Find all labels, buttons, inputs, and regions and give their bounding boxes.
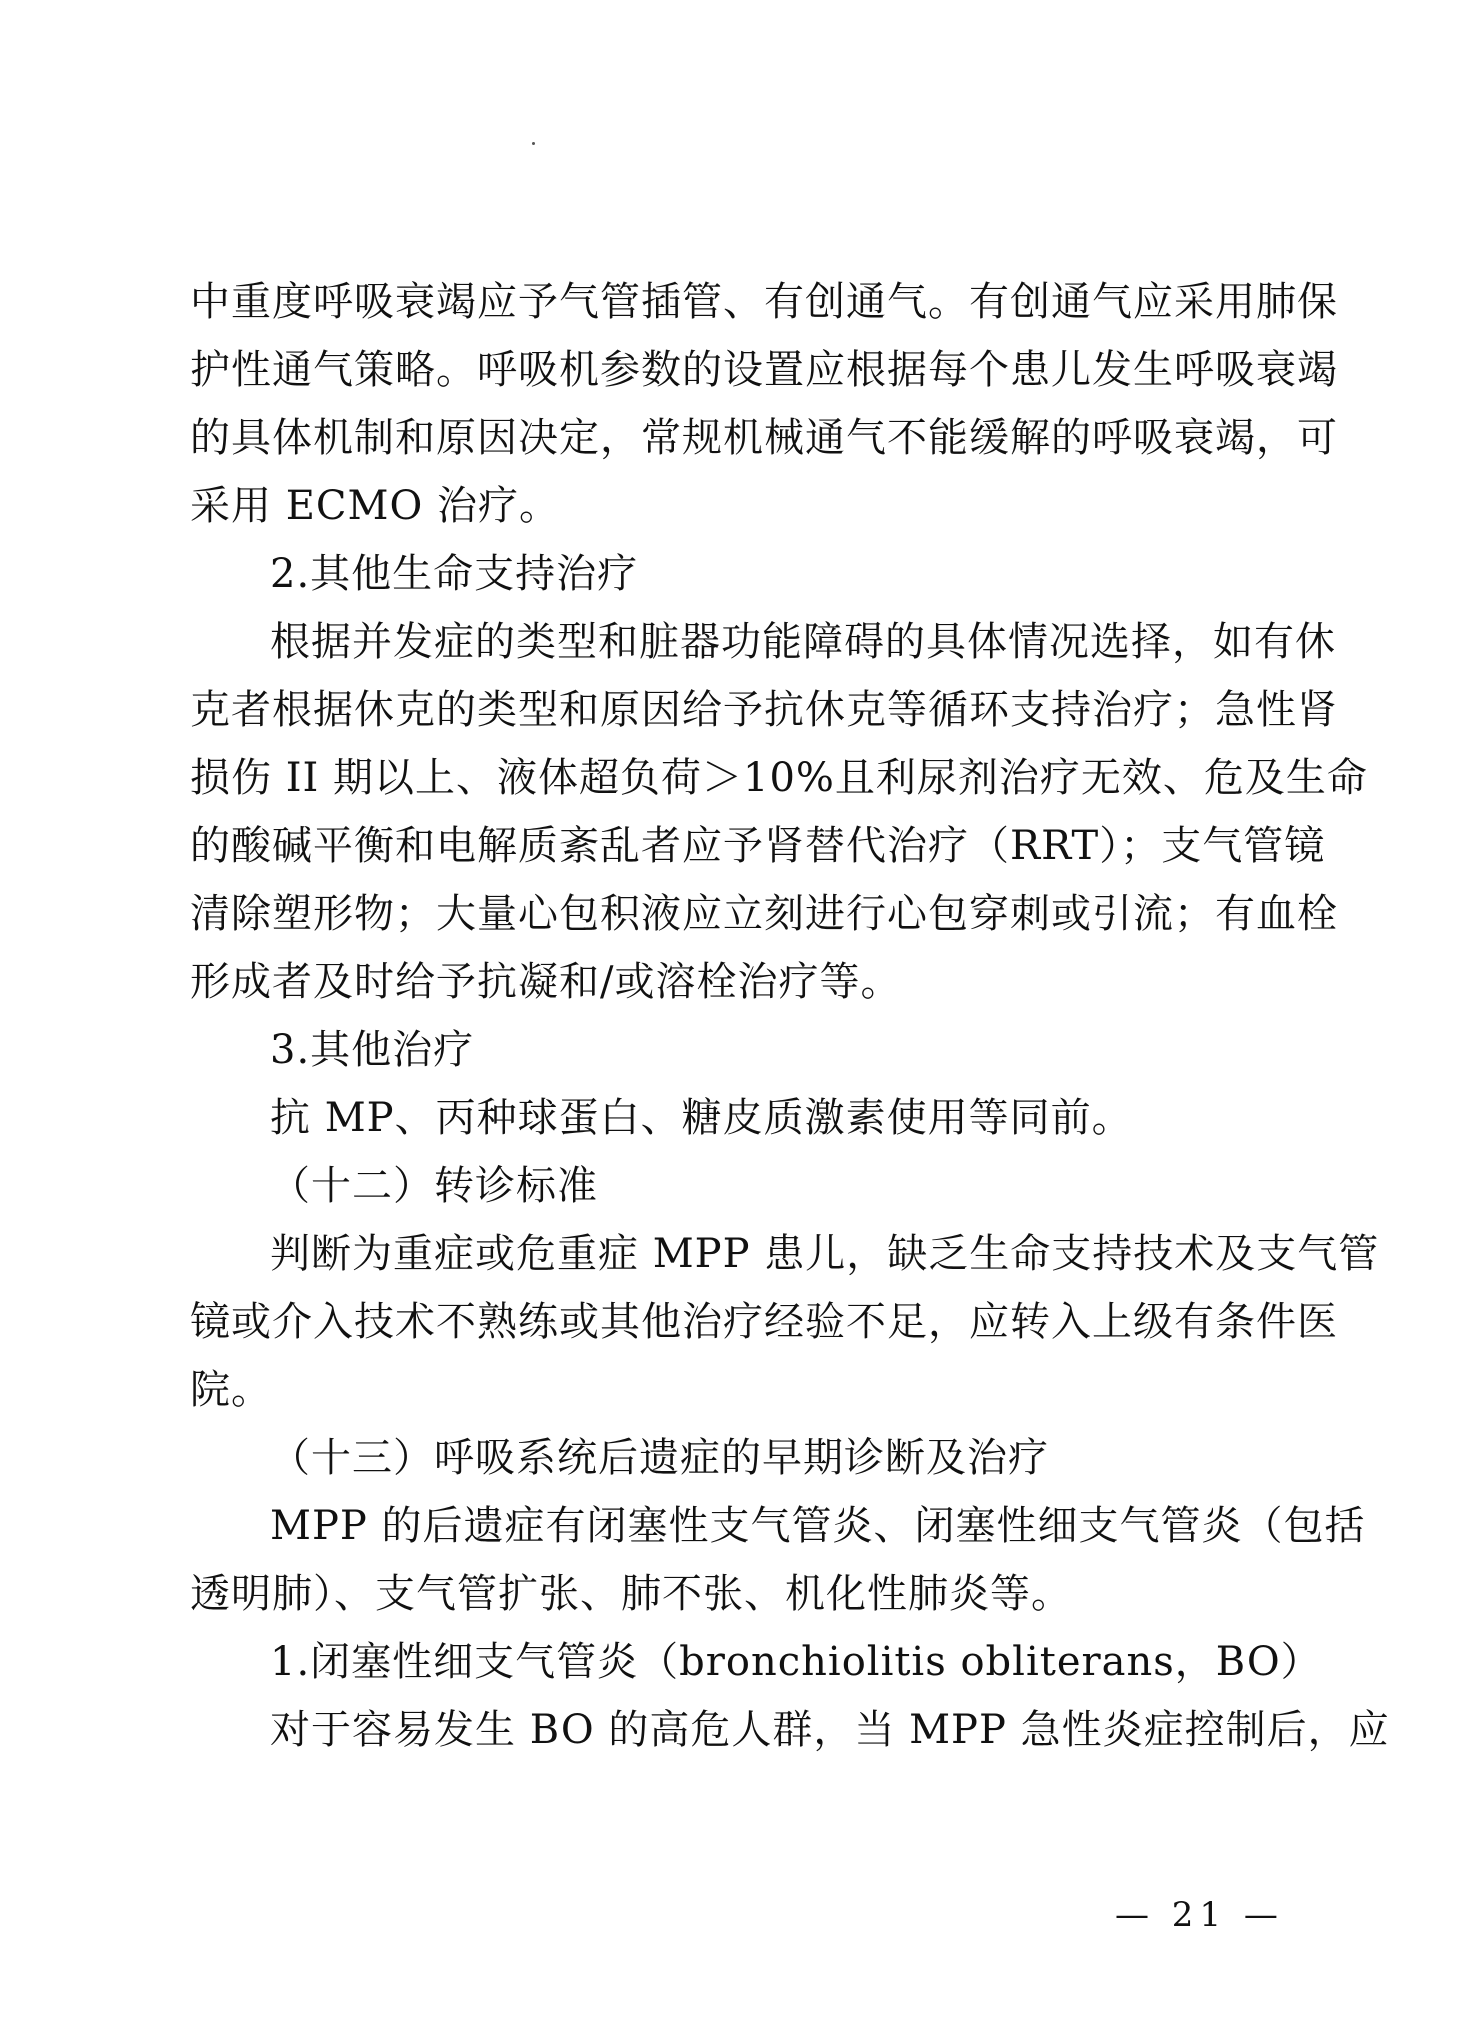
text-line: 中重度呼吸衰竭应予气管插管、有创通气。有创通气应采用肺保 <box>190 279 1338 325</box>
text-line: 采用 ECMO 治疗。 <box>190 483 560 529</box>
section-heading: 1.闭塞性细支气管炎（bronchiolitis obliterans，BO） <box>270 1639 1322 1685</box>
paragraph-life-support <box>190 608 1368 1016</box>
scan-speck <box>532 142 535 145</box>
text-line: 的具体机制和原因决定，常规机械通气不能缓解的呼吸衰竭，可 <box>190 415 1338 461</box>
section-heading: （十三）呼吸系统后遗症的早期诊断及治疗 <box>270 1435 1049 1481</box>
text-line: 的酸碱平衡和电解质紊乱者应予肾替代治疗（RRT）；支气管镜 <box>190 823 1326 869</box>
text-line: 院。 <box>190 1367 272 1413</box>
paragraph-other-treatment <box>190 1084 1290 1152</box>
paragraph-bo-high-risk <box>190 1696 1390 1764</box>
text-line: 判断为重症或危重症 MPP 患儿，缺乏生命支持技术及支气管 <box>270 1231 1380 1277</box>
text-line: 克者根据休克的类型和原因给予抗休克等循环支持治疗；急性肾 <box>190 687 1338 733</box>
text-line: 透明肺）、支气管扩张、肺不张、机化性肺炎等。 <box>190 1571 1072 1617</box>
section-heading: （十二）转诊标准 <box>270 1163 598 1209</box>
heading-other-treatment <box>190 1016 1290 1084</box>
text-line: 形成者及时给予抗凝和/或溶栓治疗等。 <box>190 959 902 1005</box>
heading-referral <box>190 1152 1290 1220</box>
text-line: 抗 MP、丙种球蛋白、糖皮质激素使用等同前。 <box>270 1095 1133 1141</box>
text-line: 护性通气策略。呼吸机参数的设置应根据每个患儿发生呼吸衰竭 <box>190 347 1338 393</box>
paragraph-ventilation <box>190 268 1338 540</box>
page-number: — 21 — <box>1115 1895 1284 1935</box>
heading-bronchiolitis-obliterans <box>190 1628 1322 1696</box>
text-line: MPP 的后遗症有闭塞性支气管炎、闭塞性细支气管炎（包括 <box>270 1503 1366 1549</box>
text-line: 损伤 II 期以上、液体超负荷＞10%且利尿剂治疗无效、危及生命 <box>190 755 1368 801</box>
section-heading: 3.其他治疗 <box>270 1027 475 1073</box>
heading-sequelae <box>190 1424 1290 1492</box>
body-text <box>190 268 1390 1764</box>
heading-other-life-support <box>190 540 1290 608</box>
paragraph-referral <box>190 1220 1380 1424</box>
paragraph-sequelae <box>190 1492 1366 1628</box>
text-line: 清除塑形物；大量心包积液应立刻进行心包穿刺或引流；有血栓 <box>190 891 1338 937</box>
section-heading: 2.其他生命支持治疗 <box>270 551 639 597</box>
text-line: 镜或介入技术不熟练或其他治疗经验不足，应转入上级有条件医 <box>190 1299 1338 1345</box>
text-line: 对于容易发生 BO 的高危人群，当 MPP 急性炎症控制后，应 <box>270 1707 1390 1753</box>
text-line: 根据并发症的类型和脏器功能障碍的具体情况选择，如有休 <box>270 619 1336 665</box>
